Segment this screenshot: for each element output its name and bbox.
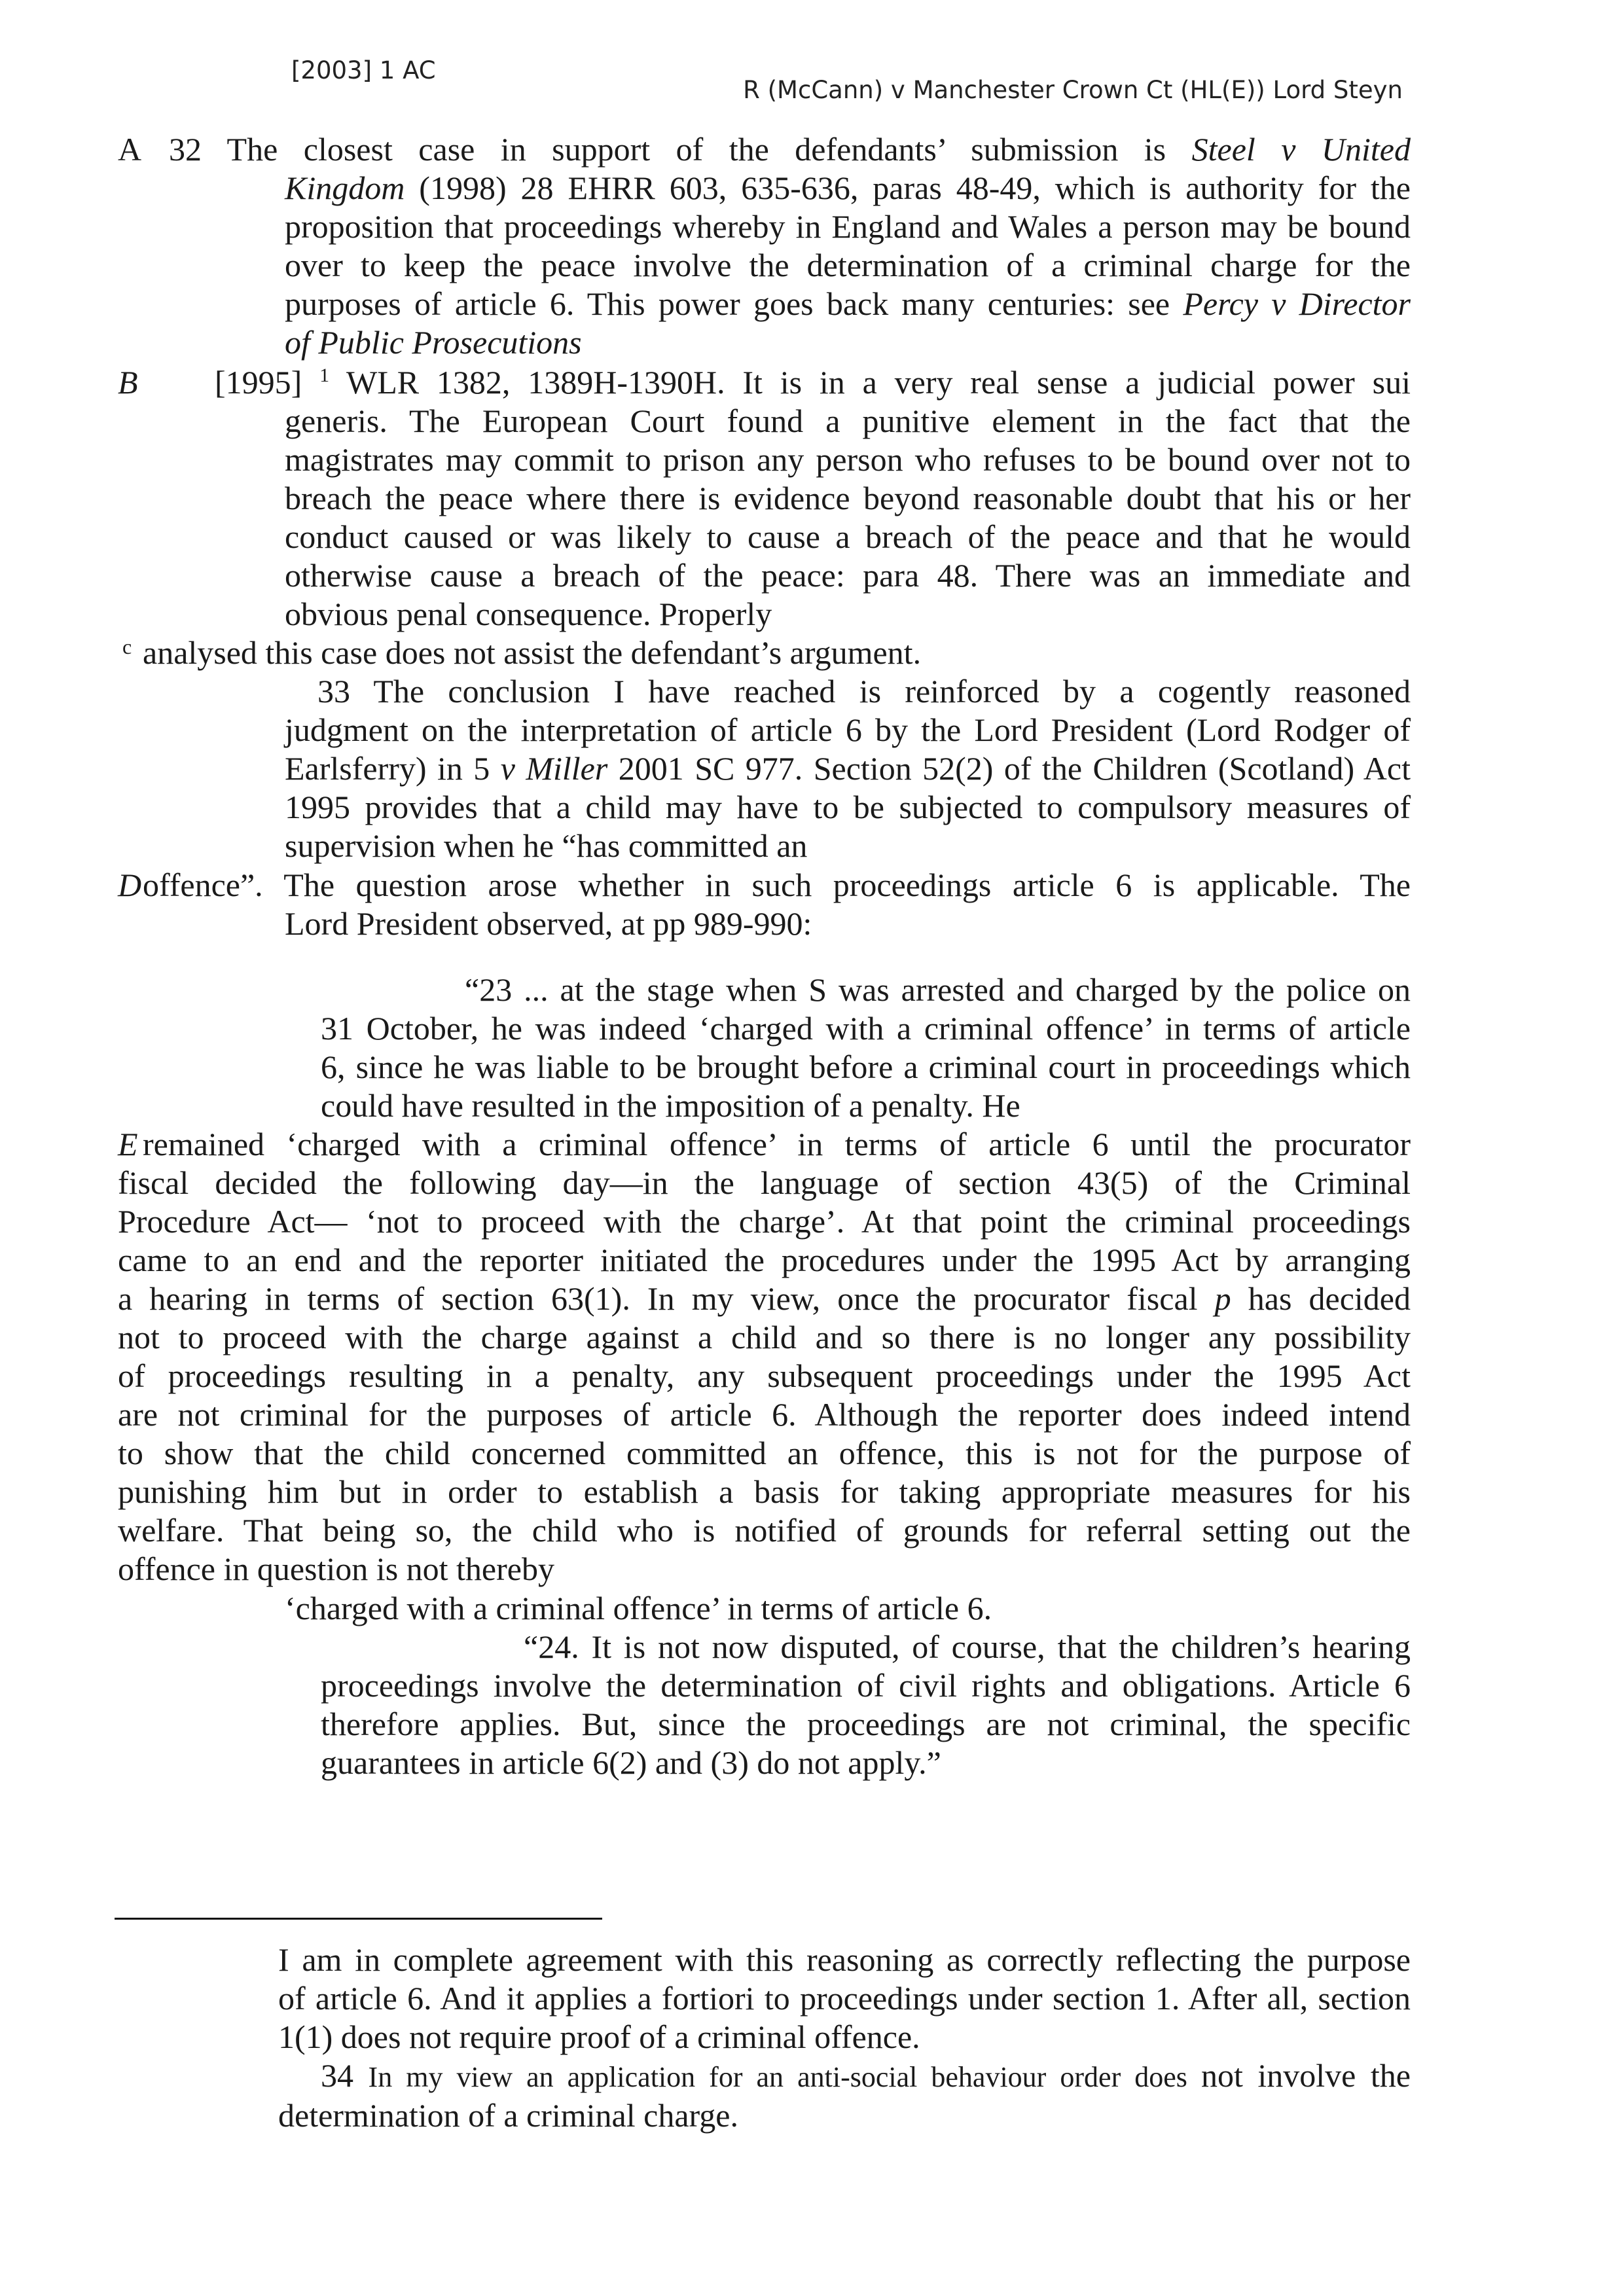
- margin-letter-d: D: [118, 867, 142, 903]
- text-line: 6, since he was liable to be brought before a criminal court in proceedings which: [321, 1049, 1411, 1085]
- text-line: of proceedings resulting in a penalty, any subsequent proceedings under the 1995 Act: [118, 1357, 1411, 1394]
- text-line: Lord President observed, at pp 989-990:: [285, 905, 812, 942]
- text-line: came to an end and the reporter initiated the procedures under the 1995 Act by arranging: [118, 1242, 1411, 1278]
- quotation-23-continued: [118, 1125, 1411, 1588]
- case-name: Percy v Director: [1183, 285, 1411, 322]
- case-name: Kingdom: [285, 170, 405, 206]
- text-line: [1995] $^1$ WLR 1382, 1389H-1390H. It is in a very real sense a judicial power sui: [215, 364, 1411, 401]
- paragraph-33: [285, 672, 1411, 865]
- text-line: “23 ... at the stage when S was arrested and charged by the police on: [465, 971, 1411, 1008]
- text-line: 1995 provides that a child may have to be subjected to compulsory measures of: [285, 789, 1411, 825]
- case-name: Steel v United: [1191, 131, 1411, 168]
- case-name: of Public Prosecutions: [285, 324, 582, 361]
- case-name: v Miller: [500, 750, 608, 787]
- text-line: supervision when he “has committed an: [285, 827, 808, 864]
- text-line: analysed this case does not assist the defendant’s argument.: [143, 634, 922, 671]
- running-header-case-title: R (McCann) v Manchester Crown Ct (HL(E)) Lord Steyn: [743, 76, 1403, 104]
- text-line: to show that the child concerned committed an offence, this is not for the purpose of: [118, 1435, 1411, 1471]
- paragraph-33-continued: [143, 866, 1411, 905]
- text-line: I am in complete agreement with this reasoning as correctly reflecting the purpose: [278, 1941, 1411, 1978]
- text-line: a hearing in terms of section 63(1). In my view, once the procurator fiscal p has decided: [118, 1280, 1411, 1317]
- text-line: obvious penal consequence. Properly: [285, 596, 772, 632]
- paragraph-34: [278, 2056, 1411, 2135]
- text-line: remained ‘charged with a criminal offence’ in terms of article 6 until the procurator: [143, 1126, 1411, 1162]
- divider-rule: [115, 1918, 602, 1920]
- margin-letter-b: B: [118, 364, 138, 401]
- text-line: Procedure Act— ‘not to proceed with the charge’. At that point the criminal proceedings: [118, 1203, 1411, 1240]
- text-line: fiscal decided the following day—in the language of section 43(5) of the Criminal: [118, 1164, 1411, 1201]
- text-line: purposes of article 6. This power goes back many centuries: see Percy v Director: [285, 285, 1411, 322]
- paragraph-32: [169, 130, 1411, 169]
- text-line: 34 In my view an application for an anti-social behaviour order does not involve the: [321, 2057, 1411, 2094]
- text-line: 32 The closest case in support of the defendants’ submission is Steel v United: [169, 131, 1411, 168]
- text-line: 31 October, he was indeed ‘charged with a criminal offence’ in terms of article: [321, 1010, 1411, 1047]
- text-line: magistrates may commit to prison any person who refuses to be bound over not to: [285, 441, 1411, 478]
- quotation-24: [321, 1628, 1411, 1782]
- text-line: proceedings involve the determination of civil rights and obligations. Article 6: [321, 1667, 1411, 1704]
- text-line: conduct caused or was likely to cause a breach of the peace and that he would: [285, 518, 1411, 555]
- text-line: welfare. That being so, the child who is notified of grounds for referral setting out the: [118, 1512, 1411, 1549]
- margin-letter-e: E: [118, 1126, 138, 1162]
- margin-letter-c: c: [122, 635, 132, 658]
- paragraph-32-body: [285, 169, 1411, 362]
- text-line: over to keep the peace involve the determination of a criminal charge for the: [285, 247, 1411, 283]
- quotation-23: [321, 971, 1411, 1125]
- text-line: guarantees in article 6(2) and (3) do not apply.”: [321, 1744, 941, 1781]
- text-line: punishing him but in order to establish a basis for taking appropriate measures for his: [118, 1473, 1411, 1510]
- text-line: determination of a criminal charge.: [278, 2097, 738, 2134]
- paragraph-33-end: [285, 905, 1411, 943]
- text-line: therefore applies. But, since the proceedings are not criminal, the specific: [321, 1706, 1411, 1742]
- text-line: offence”. The question arose whether in such proceedings article 6 is applicable. The: [143, 867, 1411, 903]
- paragraph-32-continued: [215, 363, 1411, 634]
- text-line: judgment on the interpretation of article 6 by the Lord President (Lord Rodger of: [285, 711, 1411, 748]
- text-line: not to proceed with the charge against a child and so there is no longer any possibility: [118, 1319, 1411, 1355]
- text-line: generis. The European Court found a punitive element in the fact that the: [285, 403, 1411, 439]
- text-line: proposition that proceedings whereby in England and Wales a person may be bound: [285, 208, 1411, 245]
- text-line: 1(1) does not require proof of a criminal offence.: [278, 2018, 920, 2055]
- text-line: Earlsferry) in 5 v Miller 2001 SC 977. Section 52(2) of the Children (Scotland) Act: [285, 750, 1411, 787]
- text-line: of article 6. And it applies a fortiori to proceedings under section 1. After all, section: [278, 1980, 1411, 2017]
- margin-mark: p: [1214, 1280, 1231, 1317]
- paragraph-32-end: [143, 634, 1411, 672]
- text-line: 33 The conclusion I have reached is reinforced by a cogently reasoned: [317, 673, 1411, 709]
- text-line: “24. It is not now disputed, of course, that the children’s hearing: [524, 1628, 1411, 1665]
- text-line: offence in question is not thereby: [118, 1551, 554, 1587]
- margin-letter-a: A: [118, 131, 142, 168]
- text-line: Kingdom (1998) 28 EHRR 603, 635-636, paras 48-49, which is authority for the: [285, 170, 1411, 206]
- text-line: ‘charged with a criminal offence’ in terms of article 6.: [285, 1590, 992, 1626]
- text-line: are not criminal for the purposes of article 6. Although the reporter does indeed intend: [118, 1396, 1411, 1433]
- text-line: breach the peace where there is evidence beyond reasonable doubt that his or her: [285, 480, 1411, 516]
- text-line: otherwise cause a breach of the peace: para 48. There was an immediate and: [285, 557, 1411, 594]
- quotation-23-end: [285, 1589, 1411, 1628]
- running-header-citation: [2003] 1 AC: [291, 56, 436, 84]
- superscript: 1: [319, 365, 330, 386]
- paragraph-after-quotation: [278, 1941, 1411, 2056]
- text-line: could have resulted in the imposition of a penalty. He: [321, 1087, 1020, 1124]
